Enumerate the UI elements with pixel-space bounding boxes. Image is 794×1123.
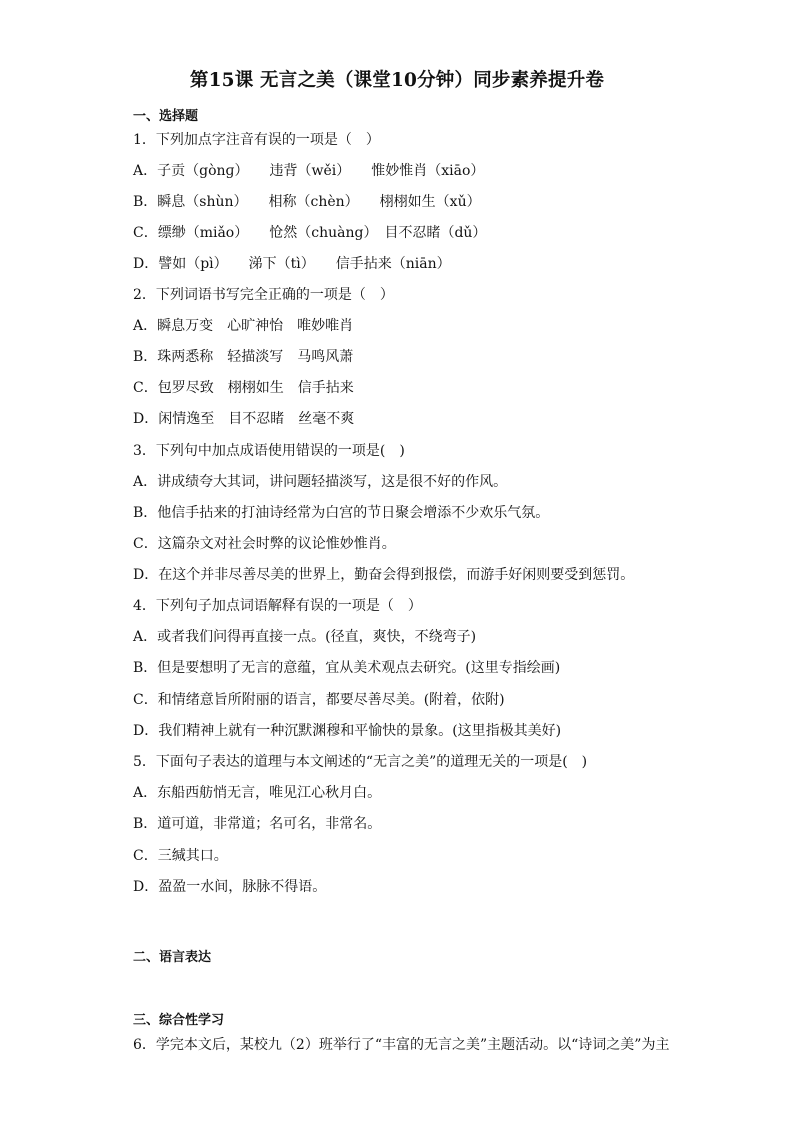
question-option: C．包罗尽致 栩栩如生 信手拈来 <box>133 380 354 396</box>
section-heading-comprehensive: 三、综合性学习 <box>133 1013 225 1028</box>
question-option: D．我们精神上就有一种沉默渊穆和平愉快的景象。(这里指极其美好) <box>133 723 562 739</box>
question-option: B．他信手拈来的打油诗经常为白宫的节日聚会增添不少欢乐气氛。 <box>133 505 550 521</box>
page-title: 第15课 无言之美（课堂10分钟）同步素养提升卷 <box>189 70 605 91</box>
question-option: D．在这个并非尽善尽美的世界上，勤奋会得到报偿，而游手好闲则要受到惩罚。 <box>133 567 635 583</box>
question-option: A．讲成绩夸大其词，讲问题轻描淡写，这是很不好的作风。 <box>133 474 508 490</box>
question-option: B．道可道，非常道；名可名，非常名。 <box>133 816 382 832</box>
question-option: A．子贡（gònɡ） 违背（wěi） 惟妙惟肖（xiāo） <box>133 163 485 179</box>
section-heading-language: 二、语言表达 <box>133 950 212 965</box>
question-option: C．三缄其口。 <box>133 848 228 864</box>
section-heading-choice: 一、选择题 <box>133 109 199 124</box>
question-stem: 5．下面句子表达的道理与本文阐述的“无言之美”的道理无关的一项是( ) <box>133 754 588 770</box>
question-option: B．珠两悉称 轻描淡写 马鸣风萧 <box>133 349 354 365</box>
question-option: C．这篇杂文对社会时弊的议论惟妙惟肖。 <box>133 536 396 552</box>
question-stem: 3．下列句中加点成语使用错误的一项是( ) <box>133 443 405 459</box>
question-stem: 2．下列词语书写完全正确的一项是（ ） <box>133 287 394 303</box>
question-option: C．缥缈（miǎo） 怆然（chuàng） 目不忍睹（dǔ） <box>133 225 487 241</box>
question-option: B．瞬息（shùn） 相称（chèn） 栩栩如生（xǔ） <box>133 194 481 210</box>
question-option: B．但是要想明了无言的意蕴，宜从美术观点去研究。(这里专指绘画) <box>133 660 561 676</box>
question-option: A．东船西舫悄无言，唯见江心秋月白。 <box>133 785 382 801</box>
question-option: C．和情绪意旨所附丽的语言，都要尽善尽美。(附着，依附) <box>133 692 505 708</box>
question-stem: 6．学完本文后，某校九（2）班举行了“丰富的无言之美”主题活动。以“诗词之美”为主 <box>133 1037 670 1053</box>
question-stem: 4．下列句子加点词语解释有误的一项是（ ） <box>133 598 422 614</box>
question-option: A．瞬息万变 心旷神怡 唯妙唯肖 <box>133 318 354 334</box>
question-stem: 1．下列加点字注音有误的一项是（ ） <box>133 132 380 148</box>
question-option: D．闲情逸至 目不忍睹 丝毫不爽 <box>133 411 355 427</box>
question-option: D．盈盈一水间，脉脉不得语。 <box>133 879 327 895</box>
question-option: A．或者我们问得再直接一点。(径直，爽快，不绕弯子) <box>133 629 477 645</box>
question-option: D．譬如（pì） 涕下（tì） 信手拈来（niān） <box>133 256 451 272</box>
